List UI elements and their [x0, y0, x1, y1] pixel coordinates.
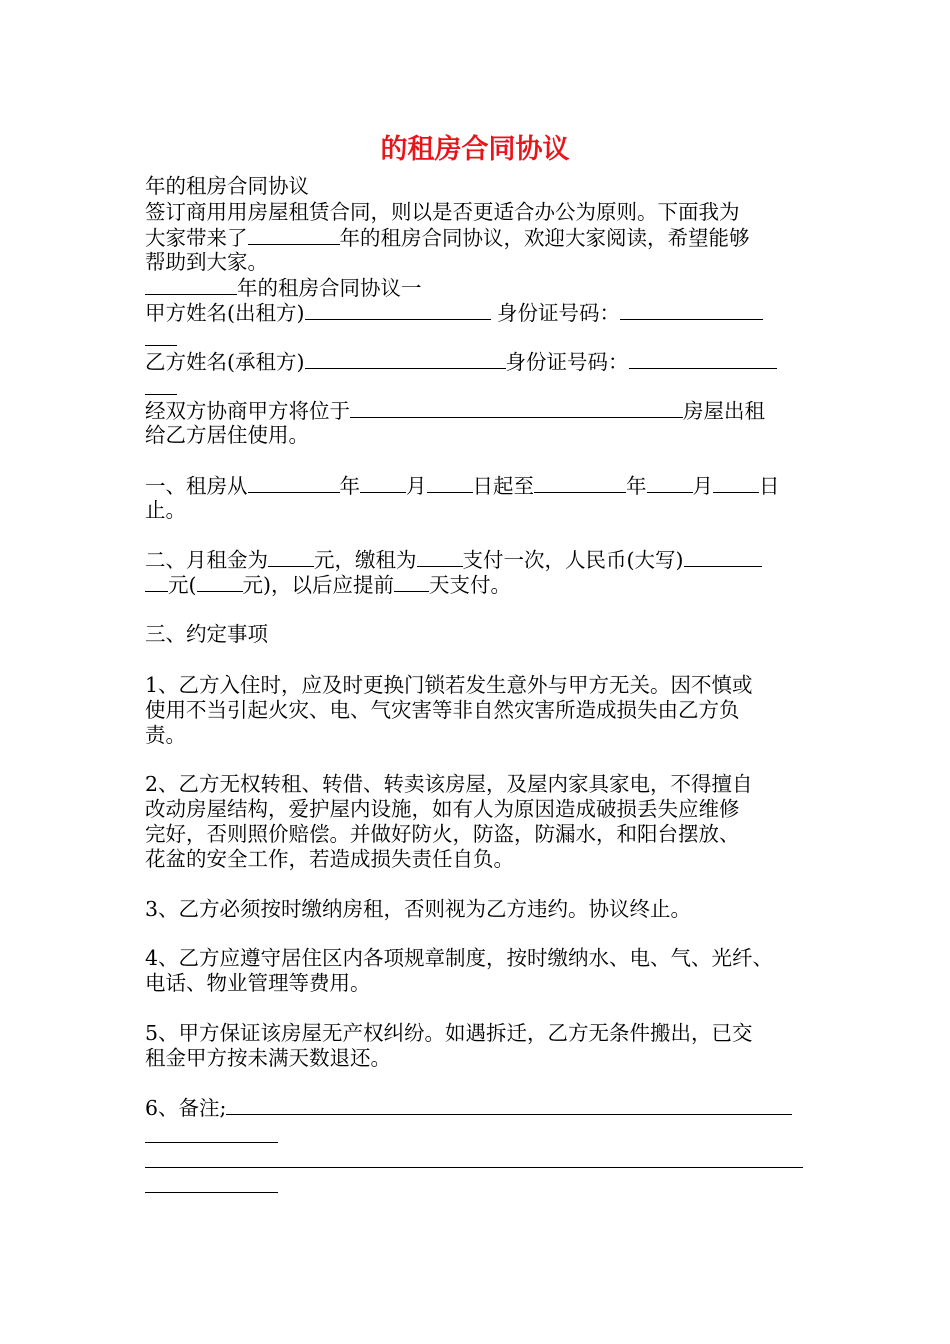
blank-start-year	[248, 472, 340, 493]
clause-1-text-b: 年	[339, 474, 360, 498]
item-3-text: 3、乙方必须按时缴纳房租，否则视为乙方违约。协议终止。	[145, 897, 692, 921]
location-line	[145, 397, 765, 424]
item-4-text-2: 电话、物业管理等费用。	[145, 971, 371, 995]
location-line-2	[145, 422, 309, 448]
item-6-line	[145, 1094, 792, 1121]
item-6-label: 6、备注;	[145, 1096, 227, 1120]
intro-line-2-text-b: 年的租房合同协议，欢迎大家阅读，希望能够	[339, 226, 750, 250]
blank-start-day	[427, 472, 473, 493]
blank-party-a-name	[305, 299, 491, 320]
item-2-line-1	[145, 771, 753, 797]
blank-end-month	[647, 472, 693, 493]
intro-line-2-text-a: 大家带来了	[145, 226, 248, 250]
blank-amount-words	[684, 546, 762, 567]
clause-2-text-b: 元，缴租为	[314, 548, 417, 572]
intro-line-3	[145, 249, 268, 275]
document-title: 的租房合同协议	[380, 134, 570, 165]
party-a-id-label: 身份证号码：	[490, 301, 621, 325]
blank-party-b-id	[629, 348, 777, 369]
blank-party-a-id	[620, 299, 763, 320]
intro-line-1	[145, 199, 740, 225]
blank-end-year	[534, 472, 626, 493]
party-a-line	[145, 299, 763, 326]
clause-3-heading	[145, 621, 268, 647]
clause-1-text-e: 年	[626, 474, 647, 498]
clause-2-line	[145, 546, 762, 573]
clause-2-text-c: 支付一次，人民币(大写)	[462, 548, 684, 572]
item-2-line-3	[145, 821, 740, 847]
clause-2-text-a: 二、月租金为	[145, 548, 268, 572]
blank-party-b-id-cont	[145, 393, 177, 395]
item-2-text-1: 2、乙方无权转租、转借、转卖该房屋，及屋内家具家电，不得擅自	[145, 772, 753, 796]
clause-1-text-d: 日起至	[472, 474, 534, 498]
item-2-text-2: 改动房屋结构，爱护屋内设施，如有人为原因造成破损丢失应维修	[145, 797, 740, 821]
blank-remarks-3	[145, 1166, 803, 1168]
clause-2-text-f: 天支付。	[429, 573, 511, 597]
party-b-label: 乙方姓名(承租方)	[145, 350, 305, 374]
blank-party-a-id-cont	[145, 344, 177, 346]
clause-1-line	[145, 472, 780, 499]
item-2-text-4: 花盆的安全工作，若造成损失责任自负。	[145, 847, 514, 871]
blank-year	[145, 274, 237, 295]
location-text-b: 房屋出租	[683, 399, 765, 423]
blank-amount-words-cont	[145, 571, 168, 592]
party-a-label: 甲方姓名(出租方)	[145, 301, 305, 325]
item-5-text-2: 租金甲方按未满天数退还。	[145, 1046, 391, 1070]
blank-advance-days	[394, 571, 429, 592]
agreement-heading-text: 年的租房合同协议一	[237, 276, 422, 300]
blank-remarks-2	[145, 1141, 278, 1143]
blank-party-b-name	[305, 348, 506, 369]
item-5-text-1: 5、甲方保证该房屋无产权纠纷。如遇拆迁，乙方无条件搬出，已交	[145, 1021, 753, 1045]
blank-year	[248, 224, 340, 245]
intro-heading	[145, 173, 309, 199]
item-1-text-1: 1、乙方入住时，应及时更换门锁若发生意外与甲方无关。因不慎或	[145, 673, 753, 697]
item-2-line-4	[145, 846, 514, 872]
clause-1-text-g: 日	[759, 474, 780, 498]
blank-start-month	[360, 472, 406, 493]
item-1-line-2	[145, 697, 740, 723]
item-2-line-2	[145, 796, 740, 822]
clause-1-text-f: 月	[692, 474, 713, 498]
item-4-line-2	[145, 970, 371, 996]
blank-monthly-rent	[268, 546, 314, 567]
location-line-2-text: 给乙方居住使用。	[145, 423, 309, 447]
intro-heading-text: 年的租房合同协议	[145, 174, 309, 198]
intro-line-3-text: 帮助到大家。	[145, 250, 268, 274]
item-5-line-2	[145, 1045, 391, 1071]
blank-remarks-4	[145, 1191, 278, 1193]
item-1-text-3: 责。	[145, 723, 186, 747]
clause-1-line-2-text: 止。	[145, 498, 186, 522]
item-1-text-2: 使用不当引起火灾、电、气灾害等非自然灾害所造成损失由乙方负	[145, 698, 740, 722]
item-4-text-1: 4、乙方应遵守居住区内各项规章制度，按时缴纳水、电、气、光纤、	[145, 946, 774, 970]
clause-2-text-e: 元)，以后应提前	[242, 573, 394, 597]
party-b-id-label: 身份证号码：	[505, 350, 629, 374]
party-b-line	[145, 348, 777, 375]
clause-1-text-c: 月	[406, 474, 427, 498]
clause-1-text-a: 一、租房从	[145, 474, 248, 498]
blank-location	[350, 397, 683, 418]
location-text-a: 经双方协商甲方将位于	[145, 399, 350, 423]
clause-1-line-2	[145, 497, 186, 523]
clause-3-heading-text: 三、约定事项	[145, 622, 268, 646]
item-4-line-1	[145, 945, 773, 971]
item-1-line-3	[145, 722, 186, 748]
item-5-line-1	[145, 1020, 753, 1046]
item-3-line	[145, 896, 691, 922]
item-1-line-1	[145, 672, 753, 698]
agreement-heading	[145, 274, 422, 301]
blank-amount-number	[197, 571, 243, 592]
blank-end-day	[713, 472, 759, 493]
blank-remarks-1	[226, 1094, 792, 1115]
blank-payment-period	[417, 546, 463, 567]
intro-line-2	[145, 224, 750, 251]
clause-2-text-d: 元(	[168, 573, 197, 597]
clause-2-line-2	[145, 571, 511, 598]
item-2-text-3: 完好，否则照价赔偿。并做好防火，防盗，防漏水，和阳台摆放、	[145, 822, 740, 846]
intro-line-1-text: 签订商用用房屋租赁合同，则以是否更适合办公为原则。下面我为	[145, 200, 740, 224]
